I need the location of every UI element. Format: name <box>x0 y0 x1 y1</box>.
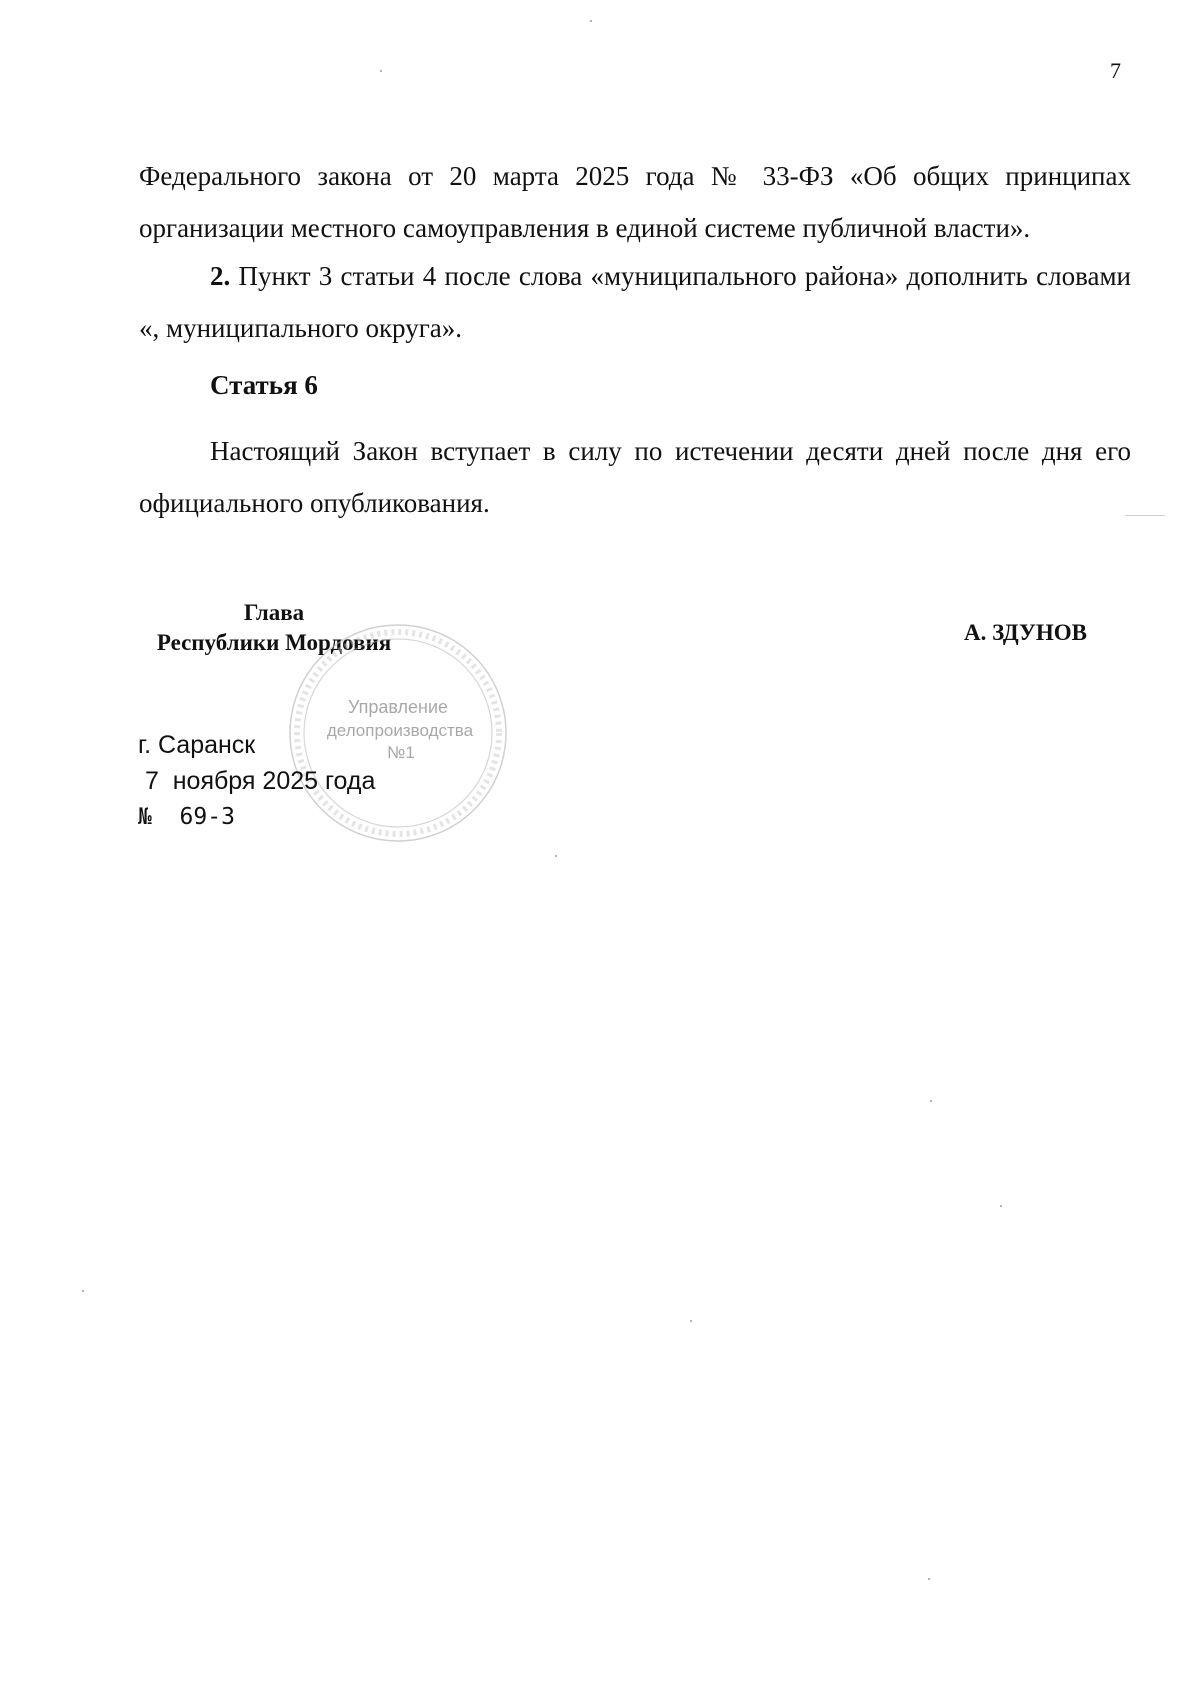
scan-speck <box>930 1100 932 1102</box>
law-number: № 69-З <box>138 804 235 830</box>
scan-speck <box>1125 515 1165 516</box>
place-date-block <box>138 727 375 835</box>
paragraph-item-2 <box>139 250 1131 354</box>
scan-speck <box>1000 1205 1002 1207</box>
paragraph-continuation: Федерального закона от 20 марта 2025 года № 33-ФЗ «Об общих принципах организации местного самоуправления в единой системе публичной власти». <box>139 161 1131 243</box>
scan-speck <box>380 70 382 72</box>
date: 7 ноября 2025 года <box>138 767 376 795</box>
scan-speck <box>82 1290 84 1292</box>
signatory-title-line1: Глава <box>243 600 305 625</box>
stamp-line3: №1 <box>387 743 415 762</box>
paragraph-article-6: Настоящий Закон вступает в силу по истечении десяти дней после дня его официального опубликования. <box>139 436 1131 518</box>
stamp-line1: Управление <box>347 697 449 717</box>
scan-speck <box>555 855 557 857</box>
scan-speck <box>690 1320 692 1322</box>
article-heading: Статья 6 <box>210 370 318 400</box>
city: г. Саранск <box>138 731 256 759</box>
signatory-name: А. ЗДУНОВ <box>964 620 1087 645</box>
item-text: Пункт 3 статьи 4 после слова «муниципального района» дополнить словами «, муниципального округа». <box>139 261 1131 343</box>
signatory-title-line2: Республики Мордовия <box>156 630 392 655</box>
scan-speck <box>590 20 592 22</box>
stamp-line2: делопроизводства <box>326 721 474 740</box>
item-number: 2. <box>210 261 231 291</box>
page-number: 7 <box>1110 58 1121 83</box>
signatory-title <box>140 598 408 658</box>
scan-speck <box>928 1578 930 1580</box>
